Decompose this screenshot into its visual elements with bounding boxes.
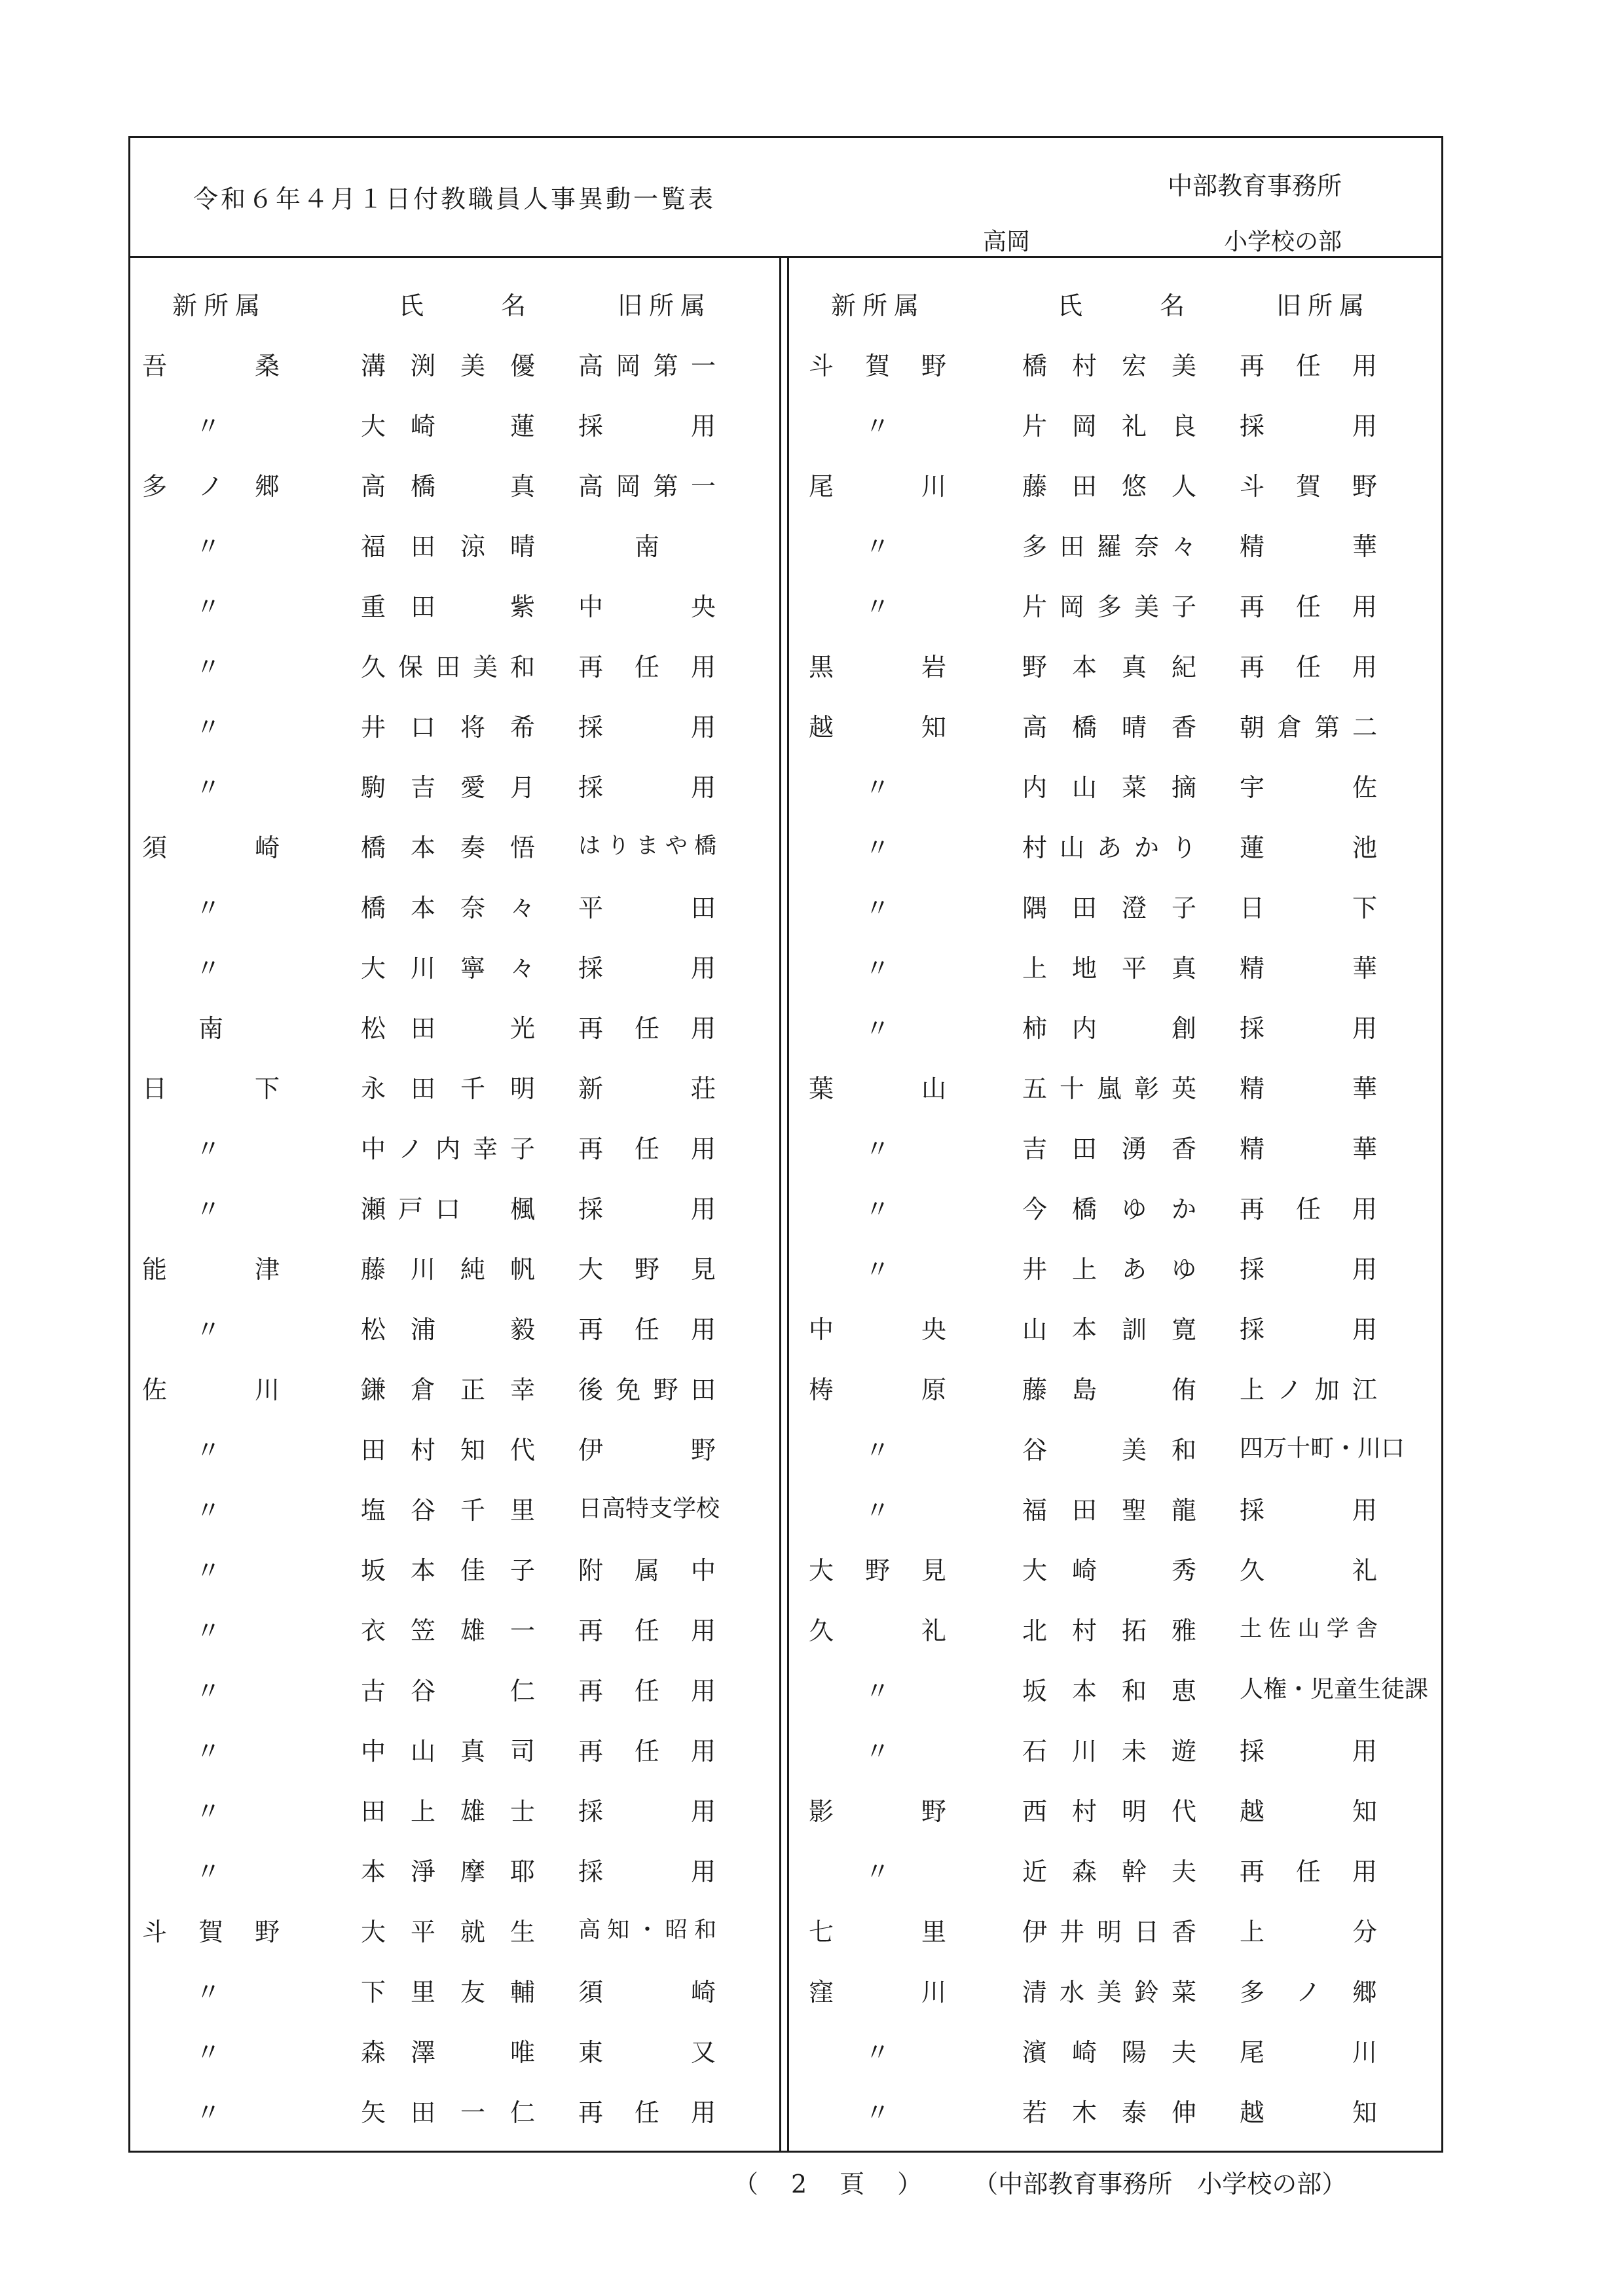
staff-name: 濱崎陽夫 xyxy=(1022,2038,1196,2067)
table-row xyxy=(789,1249,1444,1309)
table-row xyxy=(130,1370,779,1430)
new-affiliation: 〃 xyxy=(196,773,221,802)
table-row xyxy=(789,346,1444,406)
staff-name: 柿内 創 xyxy=(1022,1014,1196,1043)
table-row xyxy=(789,828,1444,888)
header-old-affiliation: 旧所属 xyxy=(1276,291,1371,320)
table-row xyxy=(130,1912,779,1972)
new-affiliation: 〃 xyxy=(196,592,221,621)
old-affiliation: 採用 xyxy=(1240,1014,1377,1043)
header-new-affiliation: 新所属 xyxy=(172,291,267,320)
right-column xyxy=(789,285,1444,2153)
old-affiliation: 再任用 xyxy=(578,1315,716,1344)
table-row xyxy=(130,466,779,526)
table-row xyxy=(789,1972,1444,2032)
staff-name: 橋本奈々 xyxy=(361,894,535,922)
old-affiliation: 採用 xyxy=(1240,1255,1377,1284)
table-row xyxy=(789,1189,1444,1249)
table-row xyxy=(789,406,1444,466)
new-affiliation: 〃 xyxy=(865,1677,891,1705)
staff-name: 橋村宏美 xyxy=(1022,352,1196,380)
footer-reference: （中部教育事務所 小学校の部） xyxy=(973,2170,1347,2198)
table-row xyxy=(130,587,779,647)
old-affiliation: 四万十町・川口 xyxy=(1240,1435,1405,1462)
new-affiliation: 〃 xyxy=(865,833,891,862)
table-row xyxy=(789,1611,1444,1671)
staff-name: 永田千明 xyxy=(361,1074,535,1103)
table-row xyxy=(789,1008,1444,1068)
old-affiliation: 高知・昭和 xyxy=(578,1917,716,1943)
old-affiliation: 再任用 xyxy=(578,2098,716,2127)
staff-name: 瀬戸口 楓 xyxy=(361,1195,535,1224)
old-affiliation: 斗賀野 xyxy=(1240,472,1377,501)
table-row xyxy=(789,1791,1444,1851)
table-row xyxy=(789,948,1444,1008)
staff-name: 野本真紀 xyxy=(1022,653,1196,682)
document-title: 令和６年４月１日付教職員人事異動一覧表 xyxy=(193,185,716,213)
table-row xyxy=(789,767,1444,828)
table-row xyxy=(130,948,779,1008)
staff-name: 塩谷千里 xyxy=(361,1496,535,1525)
staff-name: 多田羅奈々 xyxy=(1022,532,1196,561)
old-affiliation: 再任用 xyxy=(1240,1857,1377,1886)
new-affiliation: 〃 xyxy=(865,1436,891,1465)
new-affiliation: 中央 xyxy=(809,1315,946,1344)
staff-name: 今橋ゆか xyxy=(1022,1195,1196,1224)
new-affiliation: 〃 xyxy=(196,1857,221,1886)
new-affiliation: 〃 xyxy=(865,2098,891,2127)
new-affiliation: 〃 xyxy=(865,1496,891,1525)
new-affiliation: 〃 xyxy=(196,713,221,742)
old-affiliation: 蓮池 xyxy=(1240,833,1377,862)
staff-name: 久保田美和 xyxy=(361,653,535,682)
table-row xyxy=(130,1189,779,1249)
new-affiliation: 〃 xyxy=(865,532,891,561)
left-column xyxy=(130,285,779,2153)
old-affiliation: 日下 xyxy=(1240,894,1377,922)
new-affiliation: 〃 xyxy=(196,2098,221,2127)
old-affiliation: 採用 xyxy=(578,412,716,441)
staff-name: 五十嵐彰英 xyxy=(1022,1074,1196,1103)
old-affiliation: 精華 xyxy=(1240,954,1377,983)
new-affiliation: 葉山 xyxy=(809,1074,946,1103)
old-affiliation: 宇佐 xyxy=(1240,773,1377,802)
staff-name: 清水美鈴菜 xyxy=(1022,1978,1196,2007)
new-affiliation: 〃 xyxy=(196,1496,221,1525)
new-affiliation: 〃 xyxy=(865,954,891,983)
old-affiliation: 伊野 xyxy=(578,1436,716,1465)
staff-name: 松田 光 xyxy=(361,1014,535,1043)
new-affiliation: 吾桑 xyxy=(142,352,280,380)
old-affiliation: 再任用 xyxy=(578,1737,716,1766)
staff-name: 松浦 毅 xyxy=(361,1315,535,1344)
table-row xyxy=(130,1129,779,1189)
staff-name: 本淨摩耶 xyxy=(361,1857,535,1886)
staff-name: 井口将希 xyxy=(361,713,535,742)
header-new-affiliation: 新所属 xyxy=(831,291,926,320)
new-affiliation: 〃 xyxy=(196,1556,221,1585)
table-row xyxy=(789,1851,1444,1912)
old-affiliation: はりまや橋 xyxy=(578,833,716,859)
staff-name: 近森幹夫 xyxy=(1022,1857,1196,1886)
table-row xyxy=(130,707,779,767)
new-affiliation: 〃 xyxy=(196,412,221,441)
new-affiliation: 〃 xyxy=(196,1315,221,1344)
new-affiliation: 〃 xyxy=(196,653,221,682)
staff-name: 片岡礼良 xyxy=(1022,412,1196,441)
table-row xyxy=(789,1671,1444,1731)
new-affiliation: 久礼 xyxy=(809,1616,946,1645)
staff-name: 山本訓寛 xyxy=(1022,1315,1196,1344)
table-row xyxy=(789,707,1444,767)
staff-name: 田村知代 xyxy=(361,1436,535,1465)
staff-name: 大川寧々 xyxy=(361,954,535,983)
district-name: 高岡 xyxy=(983,228,1031,255)
division-name: 小学校の部 xyxy=(1223,228,1342,255)
new-affiliation: 影野 xyxy=(809,1797,946,1826)
document-frame xyxy=(128,136,1443,2153)
old-affiliation: 再任用 xyxy=(1240,592,1377,621)
table-row xyxy=(130,647,779,707)
column-divider xyxy=(779,256,781,2151)
table-row xyxy=(130,1731,779,1791)
new-affiliation: 七里 xyxy=(809,1918,946,1946)
staff-name: 坂本佳子 xyxy=(361,1556,535,1585)
old-affiliation: 採用 xyxy=(578,954,716,983)
new-affiliation: 窪川 xyxy=(809,1978,946,2007)
table-row xyxy=(789,526,1444,587)
staff-name: 田上雄士 xyxy=(361,1797,535,1826)
new-affiliation: 〃 xyxy=(196,1737,221,1766)
staff-name: 矢田一仁 xyxy=(361,2098,535,2127)
old-affiliation: 上分 xyxy=(1240,1918,1377,1946)
staff-name: 村山あかり xyxy=(1022,833,1196,862)
table-row xyxy=(130,1550,779,1611)
new-affiliation: 梼原 xyxy=(809,1376,946,1404)
table-row xyxy=(789,466,1444,526)
staff-name: 橋本奏悟 xyxy=(361,833,535,862)
old-affiliation: 大野見 xyxy=(578,1255,716,1284)
table-row xyxy=(130,1972,779,2032)
staff-name: 駒吉愛月 xyxy=(361,773,535,802)
old-affiliation: 採用 xyxy=(578,773,716,802)
old-affiliation: 採用 xyxy=(578,1857,716,1886)
old-affiliation: 精華 xyxy=(1240,1074,1377,1103)
new-affiliation: 〃 xyxy=(865,894,891,922)
new-affiliation: 〃 xyxy=(196,894,221,922)
table-row xyxy=(130,1851,779,1912)
table-row xyxy=(789,1731,1444,1791)
table-row xyxy=(130,2092,779,2153)
header-old-affiliation: 旧所属 xyxy=(618,291,712,320)
table-row xyxy=(789,1912,1444,1972)
staff-name: 高橋晴香 xyxy=(1022,713,1196,742)
old-affiliation: 人権・児童生徒課 xyxy=(1240,1676,1429,1703)
old-affiliation: 精華 xyxy=(1240,532,1377,561)
new-affiliation: 黒岩 xyxy=(809,653,946,682)
page-footer xyxy=(733,2164,1346,2200)
staff-name: 森澤 唯 xyxy=(361,2038,535,2067)
new-affiliation: 〃 xyxy=(196,954,221,983)
new-affiliation: 日下 xyxy=(142,1074,280,1103)
staff-name: 若木泰伸 xyxy=(1022,2098,1196,2127)
table-row xyxy=(130,888,779,948)
table-row xyxy=(789,647,1444,707)
staff-name: 古谷 仁 xyxy=(361,1677,535,1705)
old-affiliation: 朝倉第二 xyxy=(1240,713,1377,742)
table-row xyxy=(789,2032,1444,2092)
table-row xyxy=(130,1611,779,1671)
new-affiliation: 尾川 xyxy=(809,472,946,501)
old-affiliation: 精華 xyxy=(1240,1135,1377,1163)
new-affiliation: 〃 xyxy=(865,1737,891,1766)
new-affiliation: 〃 xyxy=(196,1195,221,1224)
old-affiliation: 再任用 xyxy=(578,1616,716,1645)
table-row xyxy=(130,1249,779,1309)
table-row xyxy=(789,1309,1444,1370)
old-affiliation: 再任用 xyxy=(578,1014,716,1043)
table-row xyxy=(130,1791,779,1851)
staff-name: 衣笠雄一 xyxy=(361,1616,535,1645)
new-affiliation: 南 xyxy=(198,1014,223,1043)
staff-name: 鎌倉正幸 xyxy=(361,1376,535,1404)
table-row xyxy=(130,2032,779,2092)
staff-name: 溝渕美優 xyxy=(361,352,535,380)
old-affiliation: 平田 xyxy=(578,894,716,922)
header-name: 氏 名 xyxy=(1058,291,1211,320)
old-affiliation: 多ノ郷 xyxy=(1240,1978,1377,2007)
staff-name: 福田聖龍 xyxy=(1022,1496,1196,1525)
new-affiliation: 多ノ郷 xyxy=(142,472,280,501)
old-affiliation: 尾川 xyxy=(1240,2038,1377,2067)
old-affiliation: 久礼 xyxy=(1240,1556,1377,1585)
document-header xyxy=(130,138,1441,258)
table-row xyxy=(130,1068,779,1129)
staff-name: 吉田湧香 xyxy=(1022,1135,1196,1163)
old-affiliation: 日高特支学校 xyxy=(578,1495,720,1522)
table-row xyxy=(130,1008,779,1068)
old-affiliation: 再任用 xyxy=(578,653,716,682)
office-name: 中部教育事務所 xyxy=(1167,172,1342,200)
new-affiliation: 〃 xyxy=(196,1677,221,1705)
staff-name: 隅田澄子 xyxy=(1022,894,1196,922)
staff-name: 大崎 蓮 xyxy=(361,412,535,441)
staff-name: 西村明代 xyxy=(1022,1797,1196,1826)
staff-name: 高橋 真 xyxy=(361,472,535,501)
old-affiliation: 附属中 xyxy=(578,1556,716,1585)
new-affiliation: 〃 xyxy=(196,1978,221,2007)
table-row xyxy=(789,1068,1444,1129)
old-affiliation: 高岡第一 xyxy=(578,352,716,380)
new-affiliation: 〃 xyxy=(196,1616,221,1645)
table-row xyxy=(789,1129,1444,1189)
staff-name: 上地平真 xyxy=(1022,954,1196,983)
old-affiliation: 土佐山学舎 xyxy=(1240,1616,1377,1642)
table-row xyxy=(130,828,779,888)
staff-name: 藤島 侑 xyxy=(1022,1376,1196,1404)
old-affiliation: 高岡第一 xyxy=(578,472,716,501)
table-row xyxy=(789,888,1444,948)
staff-name: 藤川純帆 xyxy=(361,1255,535,1284)
new-affiliation: 〃 xyxy=(196,2038,221,2067)
staff-name: 北村拓雅 xyxy=(1022,1616,1196,1645)
staff-name: 福田涼晴 xyxy=(361,532,535,561)
old-affiliation: 採用 xyxy=(1240,1737,1377,1766)
old-affiliation: 採用 xyxy=(578,1797,716,1826)
new-affiliation: 須崎 xyxy=(142,833,280,862)
new-affiliation: 〃 xyxy=(865,773,891,802)
table-row xyxy=(789,1430,1444,1490)
staff-name: 藤田悠人 xyxy=(1022,472,1196,501)
old-affiliation: 再任用 xyxy=(1240,352,1377,380)
old-affiliation: 再任用 xyxy=(1240,653,1377,682)
table-row xyxy=(130,1671,779,1731)
new-affiliation: 能津 xyxy=(142,1255,280,1284)
staff-name: 中ノ内幸子 xyxy=(361,1135,535,1163)
old-affiliation: 東又 xyxy=(578,2038,716,2067)
old-affiliation: 須崎 xyxy=(578,1978,716,2007)
old-affiliation: 上ノ加江 xyxy=(1240,1376,1377,1404)
old-affiliation: 採用 xyxy=(1240,412,1377,441)
staff-name: 大平就生 xyxy=(361,1918,535,1946)
new-affiliation: 越知 xyxy=(809,713,946,742)
old-affiliation: 採用 xyxy=(578,1195,716,1224)
staff-name: 下里友輔 xyxy=(361,1978,535,2007)
old-affiliation: 越知 xyxy=(1240,1797,1377,1826)
old-affiliation: 再任用 xyxy=(578,1677,716,1705)
staff-name: 中山真司 xyxy=(361,1737,535,1766)
old-affiliation: 後免野田 xyxy=(578,1376,716,1404)
table-row xyxy=(130,406,779,466)
old-affiliation: 越知 xyxy=(1240,2098,1377,2127)
new-affiliation: 〃 xyxy=(865,592,891,621)
table-row xyxy=(130,767,779,828)
old-affiliation: 再任用 xyxy=(1240,1195,1377,1224)
staff-name: 坂本和恵 xyxy=(1022,1677,1196,1705)
column-header xyxy=(789,285,1444,346)
old-affiliation: 採用 xyxy=(578,713,716,742)
table-row xyxy=(789,1550,1444,1611)
staff-name: 大崎 秀 xyxy=(1022,1556,1196,1585)
table-row xyxy=(130,526,779,587)
table-row xyxy=(130,1309,779,1370)
staff-name: 内山菜摘 xyxy=(1022,773,1196,802)
new-affiliation: 〃 xyxy=(865,1135,891,1163)
table-row xyxy=(789,1490,1444,1550)
new-affiliation: 〃 xyxy=(196,1135,221,1163)
new-affiliation: 〃 xyxy=(196,1797,221,1826)
column-header xyxy=(130,285,779,346)
staff-name: 片岡多美子 xyxy=(1022,592,1196,621)
new-affiliation: 〃 xyxy=(865,1195,891,1224)
table-row xyxy=(130,1490,779,1550)
header-name: 氏 名 xyxy=(399,291,553,320)
table-row xyxy=(789,2092,1444,2153)
old-affiliation: 南 xyxy=(634,532,659,561)
table-row xyxy=(130,346,779,406)
new-affiliation: 〃 xyxy=(865,1255,891,1284)
staff-name: 井上あゆ xyxy=(1022,1255,1196,1284)
old-affiliation: 採用 xyxy=(1240,1496,1377,1525)
new-affiliation: 斗賀野 xyxy=(142,1918,280,1946)
new-affiliation: 大野見 xyxy=(809,1556,946,1585)
staff-name: 伊井明日香 xyxy=(1022,1918,1196,1946)
staff-name: 重田 紫 xyxy=(361,592,535,621)
page-number: （ 2 頁 ） xyxy=(733,2170,927,2198)
new-affiliation: 〃 xyxy=(865,2038,891,2067)
new-affiliation: 斗賀野 xyxy=(809,352,946,380)
old-affiliation: 中央 xyxy=(578,592,716,621)
old-affiliation: 再任用 xyxy=(578,1135,716,1163)
new-affiliation: 〃 xyxy=(865,1857,891,1886)
staff-name: 谷 美和 xyxy=(1022,1436,1196,1465)
old-affiliation: 新荘 xyxy=(578,1074,716,1103)
table-row xyxy=(789,587,1444,647)
new-affiliation: 〃 xyxy=(865,412,891,441)
old-affiliation: 採用 xyxy=(1240,1315,1377,1344)
staff-name: 石川未遊 xyxy=(1022,1737,1196,1766)
table-row xyxy=(130,1430,779,1490)
new-affiliation: 〃 xyxy=(865,1014,891,1043)
table-row xyxy=(789,1370,1444,1430)
new-affiliation: 〃 xyxy=(196,532,221,561)
new-affiliation: 〃 xyxy=(196,1436,221,1465)
new-affiliation: 佐川 xyxy=(142,1376,280,1404)
